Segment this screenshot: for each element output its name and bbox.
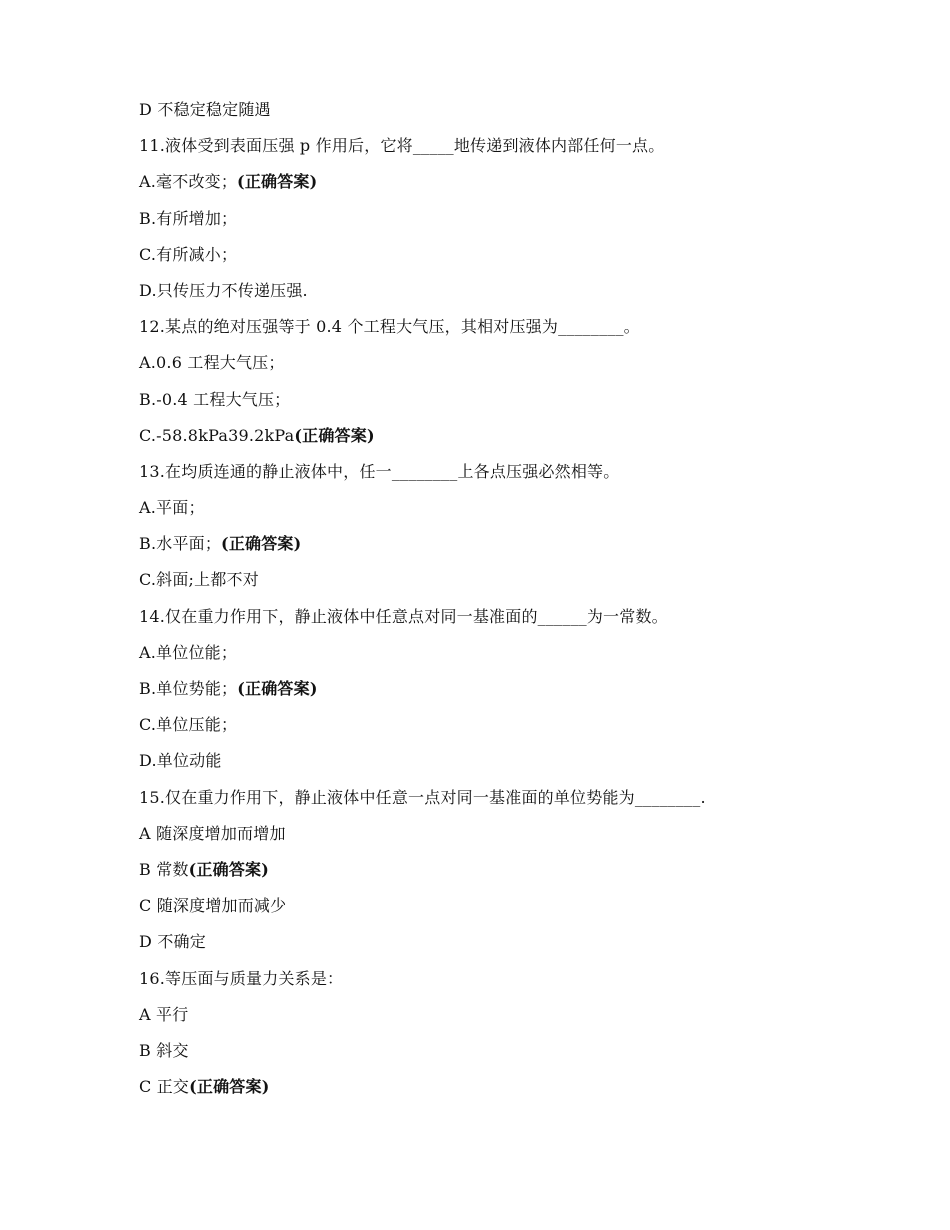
option-line: A 平行 — [139, 1004, 189, 1024]
option-line: B.-0.4 工程大气压； — [139, 389, 291, 409]
option-line: B 常数(正确答案) — [139, 859, 269, 879]
option-line: A 随深度增加而增加 — [139, 823, 286, 843]
option-line: C.有所减小； — [139, 244, 238, 264]
option-line: C 随深度增加而减少 — [139, 896, 287, 916]
option-line: B.水平面；(正确答案) — [139, 534, 302, 554]
correct-answer-mark: (正确答案) — [221, 534, 302, 554]
option-line: B.单位势能；(正确答案) — [139, 679, 318, 698]
option-line: A.平面； — [139, 498, 205, 518]
correct-answer-mark: (正确答案) — [189, 1077, 270, 1097]
option-line: C 正交(正确答案) — [139, 1077, 270, 1097]
question-line: 15.仅在重力作用下，静止液体中任意一点对同一基准面的单位势能为________. — [139, 787, 706, 807]
question-line: 12.某点的绝对压强等于 0.4 个工程大气压，其相对压强为________。 — [139, 317, 640, 337]
option-line: D.单位动能 — [139, 751, 222, 771]
option-line: D 不稳定稳定随遇 — [139, 100, 271, 119]
option-line: B 斜交 — [139, 1040, 189, 1060]
question-line: 14.仅在重力作用下，静止液体中任意点对同一基准面的______为一常数。 — [139, 606, 668, 626]
question-line: 13.在均质连通的静止液体中，任一________上各点压强必然相等。 — [139, 461, 620, 481]
option-line: A.毫不改变；(正确答案) — [139, 172, 318, 192]
correct-answer-mark: (正确答案) — [237, 679, 318, 698]
option-line: C.单位压能； — [139, 715, 238, 735]
option-line: C.斜面;上都不对 — [139, 570, 259, 590]
correct-answer-mark: (正确答案) — [188, 859, 269, 879]
option-line: A.单位位能； — [139, 642, 238, 662]
option-line: A.0.6 工程大气压； — [139, 353, 285, 373]
correct-answer-mark: (正确答案) — [237, 172, 318, 192]
option-line: D.只传压力不传递压强. — [139, 280, 308, 300]
option-line: C.-58.8kPa39.2kPa(正确答案) — [139, 425, 375, 445]
option-line: B.有所增加； — [139, 208, 238, 228]
correct-answer-mark: (正确答案) — [294, 425, 375, 445]
question-list — [139, 92, 839, 1105]
option-line: D 不确定 — [139, 932, 206, 952]
question-line: 11.液体受到表面压强 p 作用后，它将_____地传递到液体内部任何一点。 — [139, 136, 665, 156]
question-line: 16.等压面与质量力关系是： — [139, 968, 344, 988]
